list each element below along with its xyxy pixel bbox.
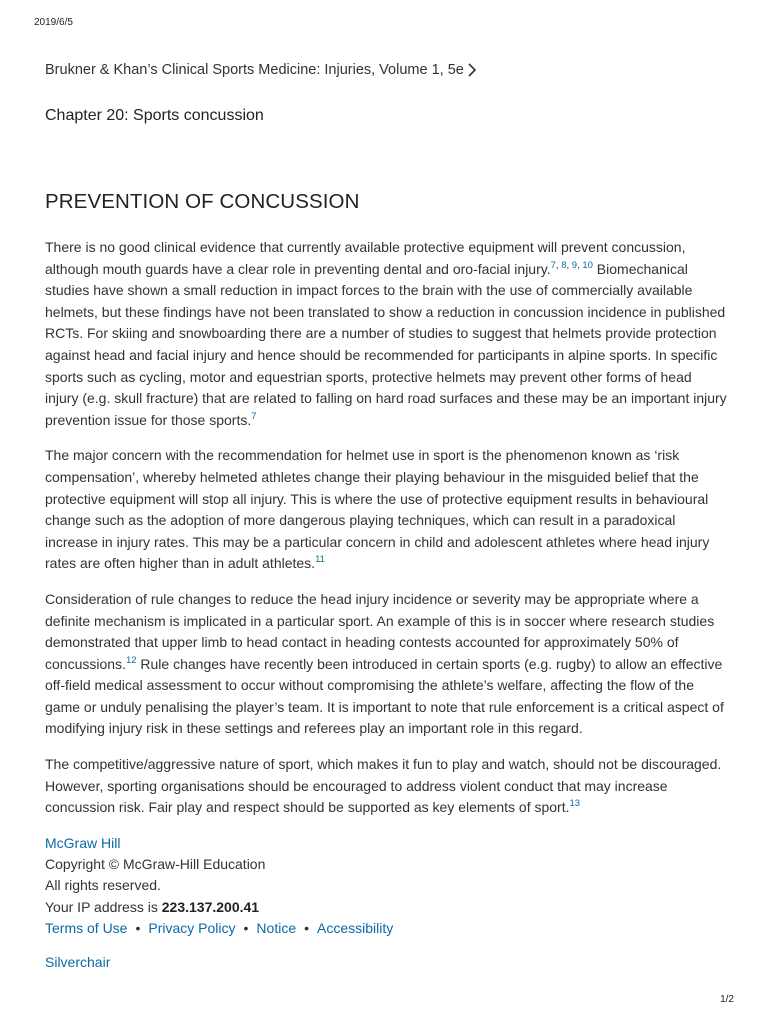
breadcrumb-book-title[interactable]: Brukner & Khan’s Clinical Sports Medicine: Injuries, Volume 1, 5e [45, 62, 464, 78]
paragraph-3-text-b: Rule changes have recently been introduced in certain sports (e.g. rugby) to allow an effective off-field medical assessment to occur without compromising the athlete’s welfare, affecting the flow of the game or unduly penalising the player’s team. It is important to note that rule enforcement is a critical aspect of modifying injury risk in these settings and referees play an important role in this regard. [45, 655, 724, 737]
ip-address-line [45, 897, 727, 918]
citation-ref[interactable]: 10 [582, 259, 593, 271]
link-separator: • [243, 920, 249, 937]
paragraph-2 [45, 445, 727, 575]
ip-address-value: 223.137.200.41 [161, 898, 260, 915]
footer-links [45, 918, 727, 939]
citation-ref[interactable]: 13 [569, 798, 581, 810]
paragraph-3-text-a: Consideration of rule changes to reduce the head injury incidence or severity may be appropriate where a definite mechanism is implicated in a particular sport. An example of this is in soccer where research studies demonstrated that upper limb to head contact in heading contests accounted for approximately 50% of concussions. [45, 590, 715, 672]
copyright-text: Copyright © McGraw-Hill Education [45, 856, 266, 873]
citation-ref[interactable]: 11 [315, 554, 325, 566]
paragraph-1-text-b: Biomechanical studies have shown a small reduction in impact forces to the brain with the use of commercially available helmets, but these findings have not been translated to show a reduction in concussion incidence in published RCTs. For skiing and snowboarding there are a number of studies to suggest that helmets provide protection against head and facial injury and hence should be recommended for participants in alpine sports. In specific sports such as cycling, motor and equestrian sports, protective helmets may prevent other forms of head injury (e.g. skull fracture) that are related to falling on hard road surfaces and these may be an important injury prevention issue for those sports. [45, 260, 727, 428]
paragraph-1: There is no good clinical evidence that currently available protective equipment will prevent concussion, although mouth guards have a clear role in preventing dental and oro-facial injury.$^{7, 8, 9, 10}$ Biomechanical studies have shown a small reduction in impact forces to the brain with the use of commercially available helmets, but these findings have not been translated to show a reduction in concussion incidence in published RCTs. For skiing and snowboarding there are a number of studies to suggest that helmets provide protection against head and facial injury and hence should be recommended for participants in alpine sports. In specific sports such as cycling, motor and equestrian sports, protective helmets may prevent other forms of head injury (e.g. skull fracture) that are related to falling on hard road surfaces and these may be an important injury prevention issue for those sports.$^7$ [45, 239, 727, 428]
page-number: 1/2 [720, 994, 734, 1005]
notice-link[interactable]: Notice [256, 920, 297, 937]
print-date: 2019/6/5 [34, 17, 73, 28]
ip-label: Your IP address is [45, 898, 162, 915]
paragraph-4 [45, 754, 727, 819]
privacy-policy-link[interactable]: Privacy Policy [148, 920, 236, 937]
chevron-right-icon[interactable] [466, 62, 478, 78]
citation-ref[interactable]: 8 [561, 259, 567, 271]
mcgraw-hill-link[interactable]: McGraw Hill [45, 834, 121, 851]
silverchair-link[interactable]: Silverchair [45, 954, 111, 971]
citation-ref[interactable]: 12 [125, 654, 137, 666]
link-separator: • [135, 920, 141, 937]
citation-ref[interactable]: 7 [550, 259, 556, 271]
paragraph-4-text: The competitive/aggressive nature of sport, which makes it fun to play and watch, should not be discouraged. However, sporting organisations should be encouraged to address violent conduct that may increase concussion risk. Fair play and respect should be supported as key elements of sport. [45, 756, 722, 816]
accessibility-link[interactable]: Accessibility [317, 920, 394, 937]
paragraph-3 [45, 589, 727, 740]
paragraph-1-text-a: There is no good clinical evidence that currently available protective equipment will prevent concussion, although mouth guards have a clear role in preventing dental and oro-facial injury. [45, 239, 686, 277]
paragraph-2-text: The major concern with the recommendation for helmet use in sport is the phenomenon known as ‘risk compensation’, whereby helmeted athletes change their playing behaviour in the misguided belief that the protective equipment will stop all injury. This is where the use of protective equipment results in behavioural change such as the adoption of more dangerous playing techniques, which can result in a paradoxical increase in injury rates. This may be a particular concern in child and adolescent athletes where head injury rates are often higher than in adult athletes. [45, 447, 710, 572]
main-content [45, 58, 727, 974]
citation-ref[interactable]: 9 [571, 259, 578, 271]
section-title: PREVENTION OF CONCUSSION [45, 190, 360, 213]
breadcrumb[interactable] [45, 58, 727, 82]
citation-ref[interactable]: 7 [251, 410, 257, 422]
footer [45, 833, 727, 974]
terms-of-use-link[interactable]: Terms of Use [45, 920, 128, 937]
link-separator: • [304, 920, 310, 937]
chapter-title: Chapter 20: Sports concussion [45, 107, 264, 124]
rights-text: All rights reserved. [45, 877, 161, 894]
